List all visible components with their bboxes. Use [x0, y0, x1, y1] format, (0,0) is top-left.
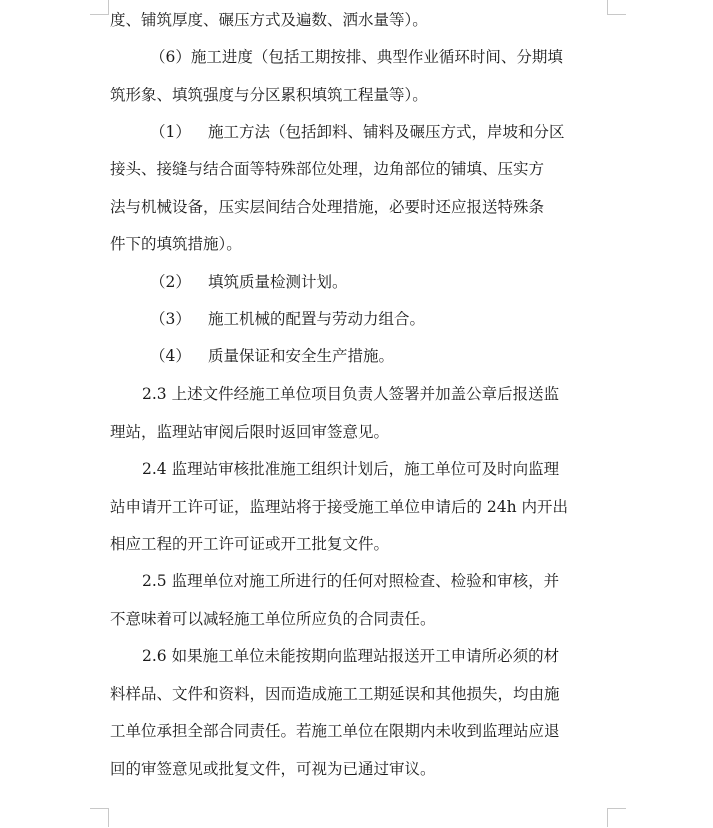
text-line: 法与机械设备，压实层间结合处理措施，必要时还应报送特殊条	[110, 198, 545, 216]
text-line: （6）施工进度（包括工期按排、典型作业循环时间、分期填	[150, 48, 563, 66]
text-line: 回的审签意见或批复文件，可视为已通过审议。	[110, 760, 436, 778]
text-line: 2.3 上述文件经施工单位项目负责人签署并加盖公章后报送监	[142, 385, 560, 403]
text-line: 不意味着可以减轻施工单位所应负的合同责任。	[110, 610, 436, 628]
text-line: 理站，监理站审阅后限时返回审签意见。	[110, 423, 390, 441]
text-line: 2.6 如果施工单位未能按期向监理站报送开工申请所必须的材	[142, 647, 560, 665]
list-item-text: 施工方法（包括卸料、铺料及碾压方式，岸坡和分区	[208, 123, 565, 141]
crop-mark-top-left	[90, 0, 109, 15]
text-line: 2.5 监理单位对施工所进行的任何对照检查、检验和审核，并	[142, 572, 560, 590]
list-item-text: 质量保证和安全生产措施。	[208, 347, 395, 365]
list-item-number: （2）	[150, 273, 191, 291]
list-item	[150, 120, 565, 144]
text-line: 工单位承担全部合同责任。若施工单位在限期内未收到监理站应退	[110, 722, 560, 740]
list-item-text: 填筑质量检测计划。	[208, 273, 348, 291]
list-item	[150, 344, 394, 368]
text-line: 筑形象、填筑强度与分区累积填筑工程量等）。	[110, 86, 428, 104]
list-item-number: （1）	[150, 123, 191, 141]
crop-mark-bottom-left	[90, 808, 109, 827]
list-item-number: （4）	[150, 347, 191, 365]
text-line: 件下的填筑措施）。	[110, 235, 242, 253]
list-item-text: 施工机械的配置与劳动力组合。	[208, 310, 426, 328]
text-line: 相应工程的开工许可证或开工批复文件。	[110, 535, 390, 553]
list-item	[150, 307, 425, 331]
text-line: 站申请开工许可证，监理站将于接受施工单位申请后的 24h 内开出	[110, 498, 569, 516]
list-item	[150, 270, 348, 294]
text-line: 接头、接缝与结合面等特殊部位处理，边角部位的铺填、压实方	[110, 160, 545, 178]
text-line: 2.4 监理站审核批准施工组织计划后，施工单位可及时向监理	[142, 460, 560, 478]
text-line: 料样品、文件和资料，因而造成施工工期延误和其他损失，均由施	[110, 685, 560, 703]
text-line: 度、铺筑厚度、碾压方式及遍数、洒水量等）。	[110, 11, 428, 29]
list-item-number: （3）	[150, 310, 191, 328]
crop-mark-bottom-right	[607, 808, 626, 827]
crop-mark-top-right	[607, 0, 626, 15]
